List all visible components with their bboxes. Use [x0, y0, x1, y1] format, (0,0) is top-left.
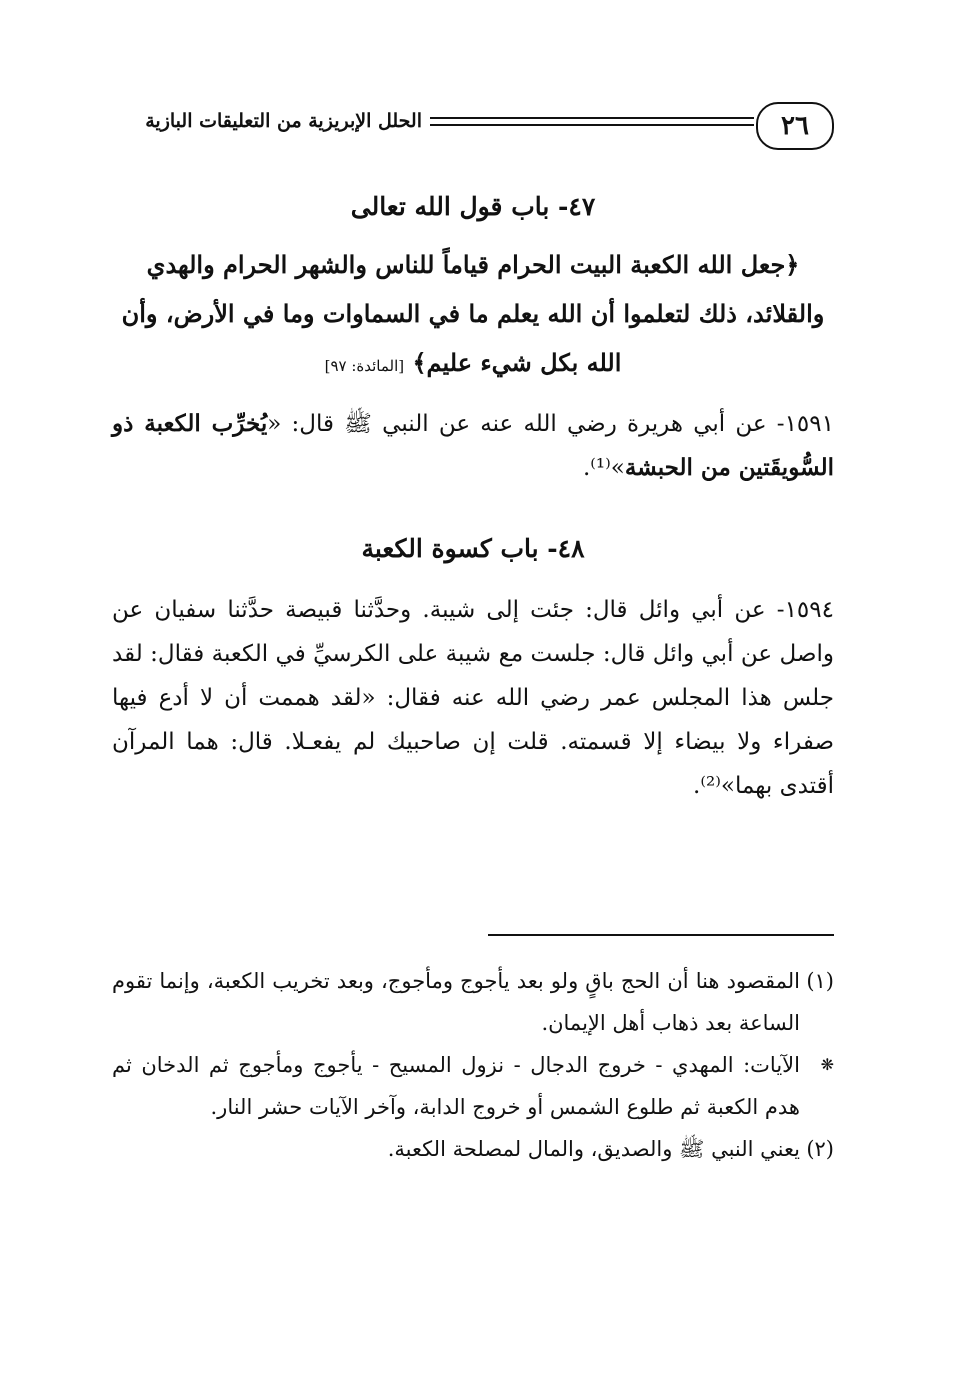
asterism-icon: ❋ — [820, 1055, 834, 1074]
footnote-text: الآيات: المهدي - خروج الدجال - نزول المسيح - يأجوج ومأجوج ثم الدخان ثم هدم الكعبة ثم طلوع الشمس أو خروج الدابة، وآخر الآيات حشر النار. — [112, 1053, 800, 1119]
footnotes — [112, 960, 834, 1170]
footnote-2 — [112, 1128, 834, 1170]
hadith-1591-text: يُخرِّب الكعبة ذو السُّويقَتين من الحبشة — [112, 410, 834, 481]
verse-text: ﴿جعل الله الكعبة البيت الحرام قياماً للناس والشهر الحرام والهدي والقلائد، ذلك لتعلموا أن الله يعلم ما في السماوات وما في الأرض، وأن الله بكل شيء عليم﴾ — [121, 250, 825, 377]
footnote-note — [112, 1044, 834, 1128]
footnote-mark: (١) — [806, 969, 834, 993]
footnote-mark: (٢) — [806, 1137, 834, 1161]
footnote-divider — [488, 934, 834, 936]
section-47-heading: ٤٧- باب قول الله تعالى — [350, 192, 596, 221]
section-48-heading: ٤٨- باب كسوة الكعبة — [361, 534, 585, 563]
hadith-1594: ١٥٩٤- عن أبي وائل قال: جئت إلى شيبة. وحدَّثنا قبيصة حدَّثنا سفيان عن واصل عن أبي وائل قال: جلست مع شيبة على الكرسيِّ في الكعبة فقال: لقد جلس هذا المجلس عمر رضي الله عنه فقال: «لقد هممت أن لا أدع فيها صفراء ولا بيضاء إلا قسمته. قلت إن صاحبيك لم يفعـلا. قال: هما المرآن أقتدى بهما»⁽²⁾. — [112, 597, 834, 799]
page-header — [112, 100, 834, 156]
footnote-text: المقصود هنا أن الحج باقٍ ولو بعد يأجوج ومأجوج، وبعد تخريب الكعبة، وإنما تقوم الساعة بعد ذهاب أهل الإيمان. — [112, 969, 800, 1035]
header-rule — [430, 117, 754, 126]
hadith-1591-intro: ١٥٩١- عن أبي هريرة رضي الله عنه عن النبي ﷺ قال: « — [267, 411, 834, 437]
footnote-1 — [112, 960, 834, 1044]
page-number: ٢٦ — [756, 102, 834, 150]
verse-reference: [المائدة: ٩٧] — [324, 357, 405, 375]
hadith-1591 — [112, 402, 834, 490]
footnote-text: يعني النبي ﷺ والصديق، والمال لمصلحة الكعبة. — [387, 1137, 800, 1161]
hadith-1591-close: »⁽¹⁾. — [582, 455, 625, 481]
running-title: الحلل الإبريزية من التعليقات البازية — [145, 110, 422, 132]
quran-verse — [112, 240, 834, 391]
